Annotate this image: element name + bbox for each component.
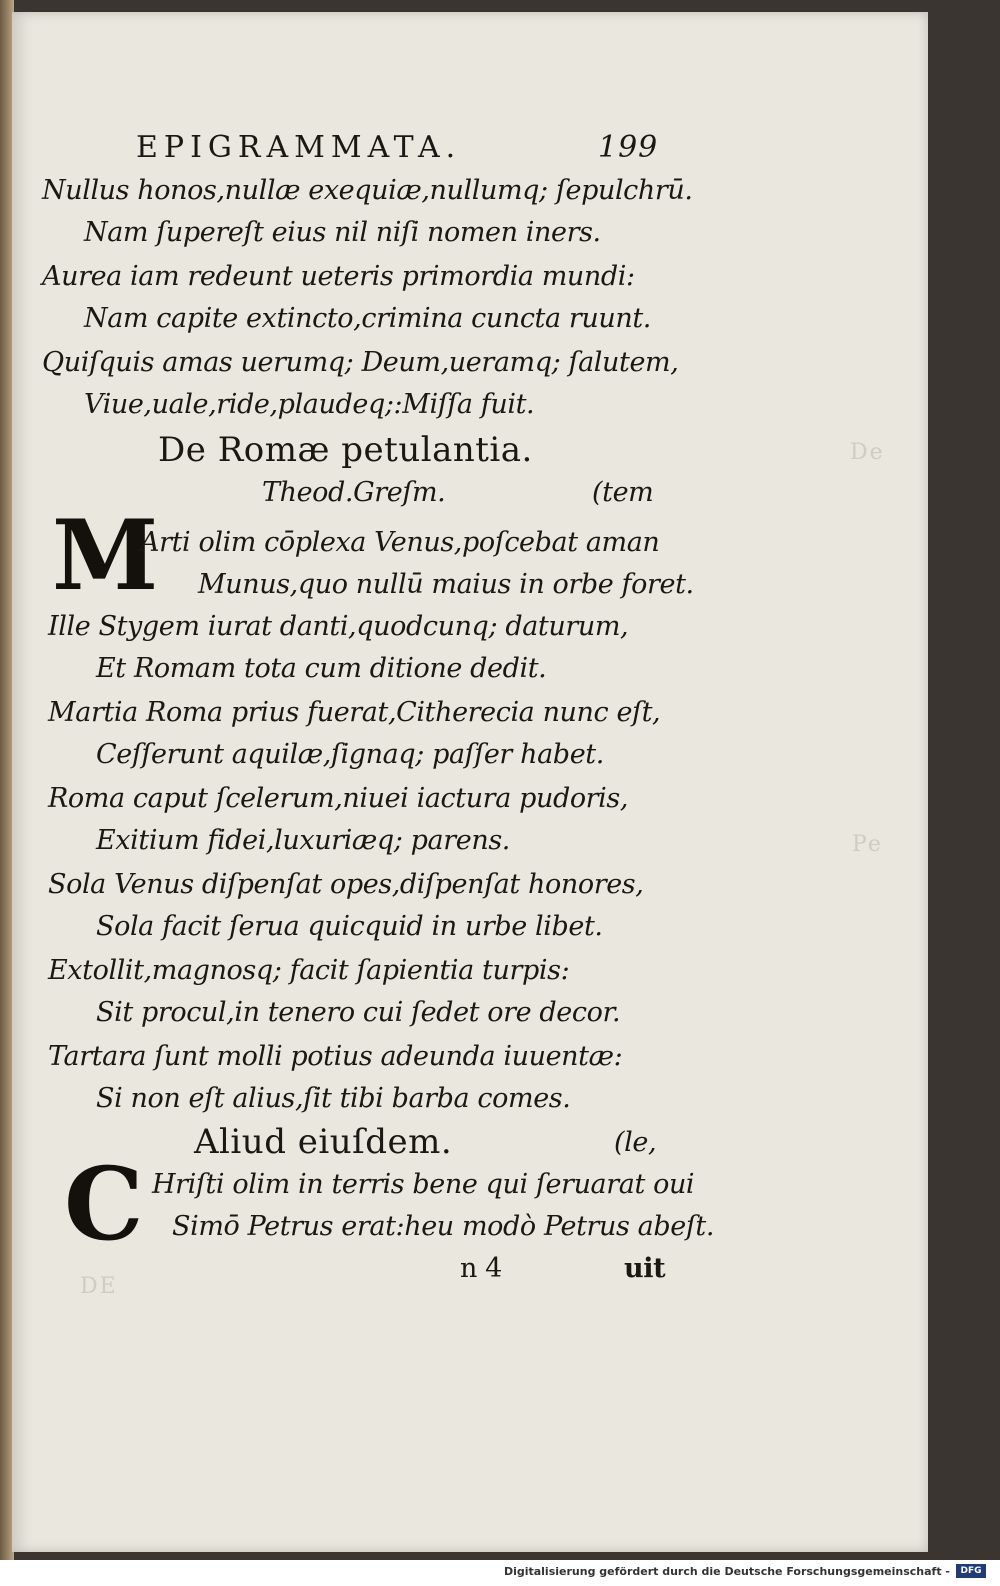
bleed-through-text: Pe xyxy=(852,832,883,857)
verse-line: Nam capite extincto,crimina cuncta ruunt. xyxy=(84,303,651,334)
bleed-through-text: De xyxy=(850,440,885,465)
verse-line: Simō Petrus erat:heu modò Petrus abeſt. xyxy=(172,1211,715,1242)
decorated-initial: M xyxy=(52,499,159,612)
verse-line: Ceſſerunt aquilæ,ſignaq; paſſer habet. xyxy=(96,739,604,770)
verse-line: Tartara ſunt molli potius adeunda iuuentæ: xyxy=(48,1041,623,1072)
decorated-initial: C xyxy=(64,1145,144,1263)
poem-author: Theod.Greſm. xyxy=(262,477,446,508)
bleed-through-text: DE xyxy=(80,1274,118,1299)
book-page xyxy=(12,12,928,1552)
verse-line: Roma caput ſcelerum,niuei iactura pudoris, xyxy=(48,783,629,814)
verse-line: Quiſquis amas uerumq; Deum,ueramq; ſalutem, xyxy=(42,347,679,378)
verse-line: Si non eſt alius,ſit tibi barba comes. xyxy=(96,1083,571,1114)
catchword: uit xyxy=(624,1253,666,1284)
poem-title: De Romæ petulantia. xyxy=(158,430,533,470)
poem-title: Aliud eiuſdem. xyxy=(194,1122,453,1162)
running-title: EPIGRAMMATA. xyxy=(136,130,462,165)
dfg-logo-icon: DFG xyxy=(956,1564,986,1578)
verse-line: Sit procul,in tenero cui ſedet ore decor. xyxy=(96,997,621,1028)
verse-line: Sola Venus diſpenſat opes,diſpenſat honores, xyxy=(48,869,644,900)
verse-line: Et Romam tota cum ditione dedit. xyxy=(96,653,547,684)
verse-line: Exitium fidei,luxuriæq; parens. xyxy=(96,825,510,856)
verse-line: Viue,uale,ride,plaudeq;:Miſſa fuit. xyxy=(84,389,535,420)
verse-line: Sola facit ſerua quicquid in urbe libet. xyxy=(96,911,603,942)
page-number: 199 xyxy=(598,130,659,165)
verse-line: Nam ſupereſt eius nil niſi nomen iners. xyxy=(84,217,601,248)
verse-line: Ille Stygem iurat danti,quodcunq; daturum, xyxy=(48,611,629,642)
verse-line: Aurea iam redeunt ueteris primordia mundi: xyxy=(42,261,635,292)
verse-line: Martia Roma prius fuerat,Citherecia nunc eſt, xyxy=(48,697,661,728)
digitization-footer xyxy=(0,1560,1000,1586)
verse-line: Extollit,magnosq; facit ſapientia turpis: xyxy=(48,955,570,986)
verse-line: Munus,quo nullū maius in orbe foret. xyxy=(198,569,694,600)
verse-line: Arti olim cōplexa Venus,poſcebat aman xyxy=(140,527,660,558)
catchword: (le, xyxy=(614,1127,657,1158)
signature-mark: n 4 xyxy=(460,1253,502,1284)
verse-line: Nullus honos,nullæ exequiæ,nullumq; ſepulchrū. xyxy=(42,175,693,206)
verse-line: Hriſti olim in terris bene qui ſeruarat oui xyxy=(152,1169,695,1200)
catchword: (tem xyxy=(592,477,654,508)
digitization-notice: Digitalisierung gefördert durch die Deutsche Forschungsgemeinschaft - xyxy=(503,1565,950,1578)
